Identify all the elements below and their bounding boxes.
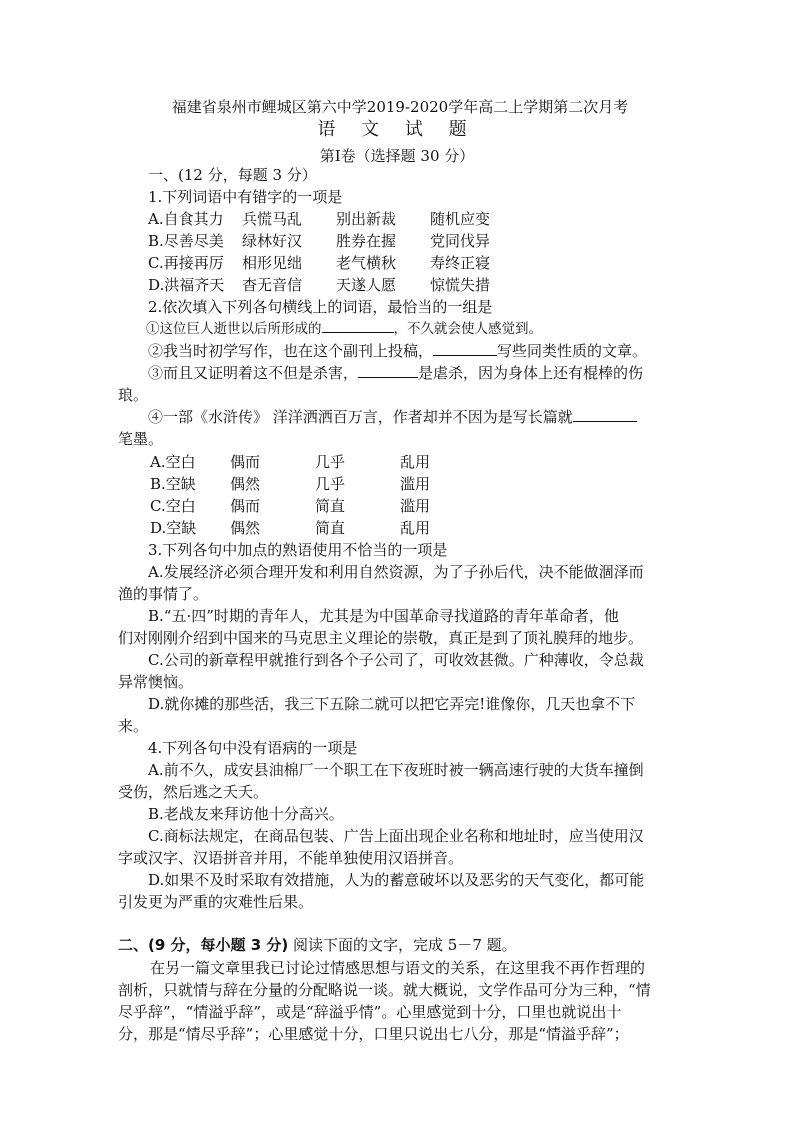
q2-sentence-4-cont: 笔墨。 bbox=[118, 430, 164, 448]
option-word: A.自食其力 bbox=[148, 210, 224, 228]
q4-option-c-cont: 字或汉字、汉语拼音并用，不能单独使用汉语拼音。 bbox=[118, 849, 464, 867]
subject-title: 语 文 试 题 bbox=[317, 119, 477, 140]
q3-option-a: A.发展经济必须合理开发和利用自然资源，为了子孙后代，决不能做涸泽而 bbox=[148, 563, 644, 581]
option-word: A.空白 bbox=[150, 453, 196, 471]
option-word: 胜券在握 bbox=[336, 232, 397, 250]
q2-option-b bbox=[150, 473, 708, 496]
option-word: 乱用 bbox=[400, 453, 431, 471]
passage-line: 尽乎辞”，“情溢乎辞”，或是“辞溢乎情”。心里感觉到十分，口里也就说出十 bbox=[118, 1003, 622, 1021]
exam-title: 福建省泉州市鲤城区第六中学2019-2020学年高二上学期第二次月考 bbox=[171, 98, 629, 116]
answer-blank bbox=[433, 341, 497, 356]
option-word: C.空白 bbox=[150, 497, 196, 515]
sentence-text: ③而且又证明着这不但是杀害， bbox=[148, 364, 359, 382]
q2-sentence-3-cont: 琅。 bbox=[118, 386, 149, 404]
option-word: 兵慌马乱 bbox=[242, 210, 303, 228]
q3-option-a-cont: 渔的事情了。 bbox=[118, 585, 209, 603]
sentence-text: 是虐杀，因为身体上还有棍棒的伤 bbox=[418, 364, 644, 382]
q2-option-d bbox=[150, 517, 708, 540]
option-word: D.空缺 bbox=[150, 519, 197, 537]
option-word: 惊慌失措 bbox=[430, 276, 491, 294]
q4-stem: 4.下列各句中没有语病的一项是 bbox=[148, 739, 358, 757]
q2-option-c bbox=[150, 495, 708, 518]
q4-option-d: D.如果不及时采取有效措施，人为的蓄意破坏以及恶劣的天气变化，都可能 bbox=[148, 871, 645, 889]
answer-blank bbox=[573, 407, 637, 422]
q2-sentence-1 bbox=[146, 318, 704, 341]
option-word: 简直 bbox=[315, 519, 346, 537]
q4-option-a-cont: 受伤，然后逃之夭夭。 bbox=[118, 783, 269, 801]
option-word: 偶而 bbox=[230, 453, 261, 471]
q4-option-b: B.老战友来拜访他十分高兴。 bbox=[148, 805, 344, 823]
q2-option-a bbox=[150, 451, 708, 474]
q1-option-d bbox=[148, 274, 706, 297]
q1-option-c bbox=[148, 252, 706, 275]
sentence-text: ，不久就会使人感觉到。 bbox=[393, 321, 542, 337]
option-word: 寿终正寝 bbox=[430, 254, 491, 272]
option-word: 滥用 bbox=[400, 475, 431, 493]
sentence-text: ④一部《水浒传》 洋洋洒洒百万言，作者却并不因为是写长篇就 bbox=[148, 408, 573, 426]
q3-option-c: C.公司的新章程甲就推行到各个子公司了，可收效甚微。广种薄收，令总裁 bbox=[148, 651, 644, 669]
option-word: 别出新裁 bbox=[336, 210, 397, 228]
option-word: 随机应变 bbox=[430, 210, 491, 228]
q3-stem: 3.下列各句中加点的熟语使用不恰当的一项是 bbox=[148, 541, 448, 559]
option-word: 乱用 bbox=[400, 519, 431, 537]
q4-option-c: C.商标法规定，在商品包装、广告上面出现企业名称和地址时，应当使用汉 bbox=[148, 827, 644, 845]
answer-blank bbox=[358, 363, 418, 378]
sentence-text: ①这位巨人逝世以后所形成的 bbox=[146, 321, 322, 337]
q3-option-b: B.“五·四”时期的青年人，尤其是为中国革命寻找道路的青年革命者，他 bbox=[148, 607, 619, 625]
q1-option-a bbox=[148, 208, 706, 231]
passage-line: 剖析，只就情与辞在分量的分配略说一谈。就大概说，文学作品可分为三种，“情 bbox=[118, 981, 651, 999]
q2-stem: 2.依次填入下列各句横线上的词语，最恰当的一组是 bbox=[148, 298, 493, 316]
section2-heading-text: 阅读下面的文字，完成 5－7 题。 bbox=[288, 936, 517, 954]
option-word: 简直 bbox=[315, 497, 346, 515]
q3-option-b-cont: 们对刚刚介绍到中国来的马克思主义理论的崇敬，真正是到了顶礼膜拜的地步。 bbox=[118, 629, 644, 647]
q2-sentence-2 bbox=[148, 340, 706, 363]
option-word: 几乎 bbox=[315, 475, 346, 493]
passage-line: 在另一篇文章里我已讨论过情感思想与语文的关系，在这里我不再作哲理的 bbox=[150, 959, 646, 977]
option-word: 相形见绌 bbox=[242, 254, 303, 272]
option-word: C.再接再厉 bbox=[148, 254, 224, 272]
sentence-text: ②我当时初学写作，也在这个副刊上投稿， bbox=[148, 342, 434, 360]
passage-line: 分，那是“情尽乎辞”；心里感觉十分，口里只说出七八分，那是“情溢乎辞”； bbox=[118, 1025, 629, 1043]
section2-heading-bold: 二、(9 分，每小题 3 分) bbox=[118, 936, 289, 954]
option-word: 绿林好汉 bbox=[242, 232, 303, 250]
option-word: 偶而 bbox=[230, 497, 261, 515]
section2-heading bbox=[118, 934, 676, 957]
answer-blank bbox=[322, 318, 394, 333]
option-word: 几乎 bbox=[315, 453, 346, 471]
option-word: 党同伐异 bbox=[430, 232, 491, 250]
volume-title: 第Ⅰ卷（选择题 30 分） bbox=[319, 147, 475, 165]
q4-option-a: A.前不久，成安县油棉厂一个职工在下夜班时被一辆高速行驶的大货车撞倒 bbox=[148, 761, 644, 779]
option-word: 老气横秋 bbox=[336, 254, 397, 272]
q1-stem: 1.下列词语中有错字的一项是 bbox=[148, 188, 343, 206]
option-word: 偶然 bbox=[230, 519, 261, 537]
option-word: 天遂人愿 bbox=[336, 276, 397, 294]
q3-option-d-cont: 来。 bbox=[118, 717, 149, 735]
q3-option-c-cont: 异常懊恼。 bbox=[118, 673, 194, 691]
section1-heading: 一、(12 分，每题 3 分） bbox=[148, 166, 317, 184]
q1-option-b bbox=[148, 230, 706, 253]
option-word: 偶然 bbox=[230, 475, 261, 493]
q4-option-d-cont: 引发更为严重的灾难性后果。 bbox=[118, 893, 314, 911]
option-word: B.空缺 bbox=[150, 475, 196, 493]
option-word: D.洪福齐天 bbox=[148, 276, 225, 294]
q2-sentence-4 bbox=[148, 406, 678, 429]
option-word: 杳无音信 bbox=[242, 276, 303, 294]
option-word: B.尽善尽美 bbox=[148, 232, 224, 250]
q3-option-d: D.就你摊的那些活，我三下五除二就可以把它弄完!谁像你，几天也拿不下 bbox=[148, 695, 636, 713]
sentence-text: 写些同类性质的文章。 bbox=[497, 342, 648, 360]
q2-sentence-3 bbox=[148, 362, 706, 385]
option-word: 滥用 bbox=[400, 497, 431, 515]
